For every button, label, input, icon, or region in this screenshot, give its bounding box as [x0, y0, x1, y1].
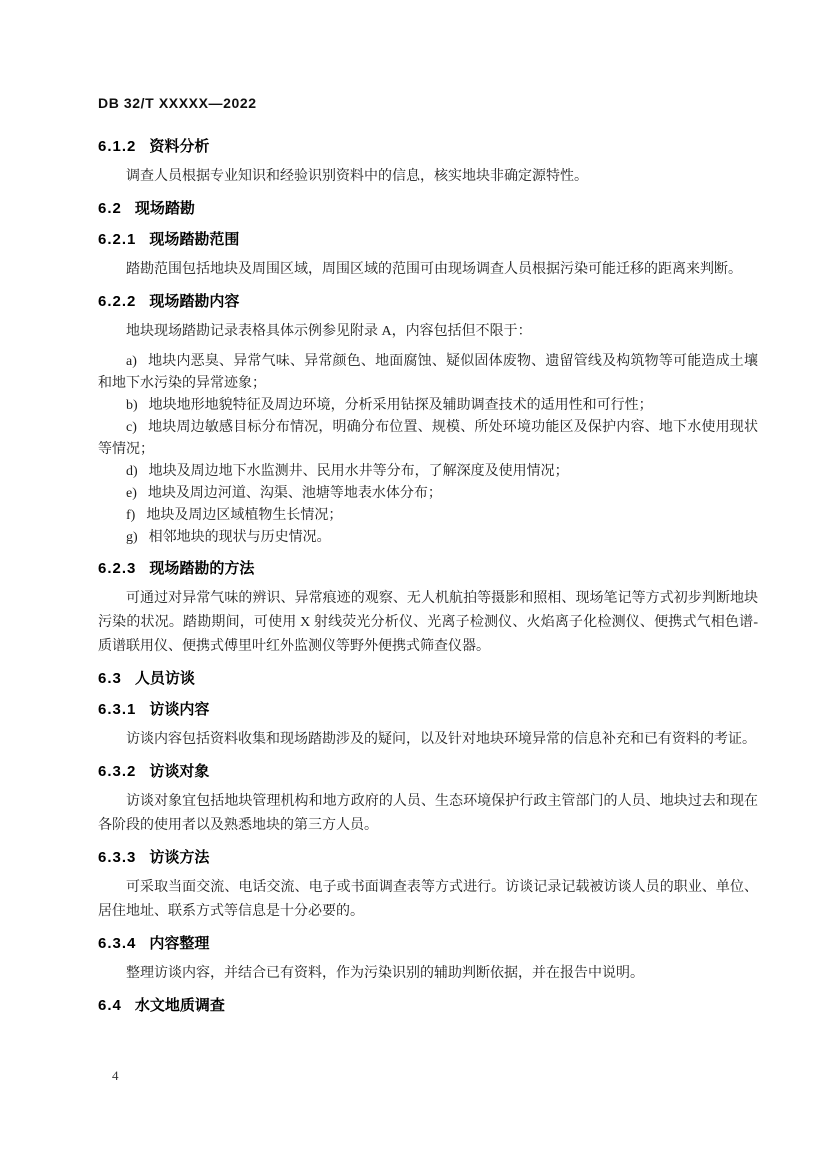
section-heading — [98, 668, 758, 690]
page-number: 4 — [112, 1068, 119, 1083]
list-item — [98, 395, 758, 417]
section-heading — [98, 761, 758, 783]
list-item-label: c) — [126, 420, 137, 435]
section-number: 6.3 — [98, 670, 122, 687]
section-number: 6.3.2 — [98, 763, 137, 780]
section-number: 6.4 — [98, 997, 122, 1014]
section-number: 6.2.1 — [98, 231, 137, 248]
section-title: 现场踏勘的方法 — [149, 560, 255, 577]
list-item-text: 地块内恶臭、异常气味、异常颜色、地面腐蚀、疑似固体废物、遗留管线及构筑物等可能造成土壤和地下水污染的异常迹象； — [98, 354, 758, 391]
list-item-label: f) — [126, 508, 136, 523]
section-number: 6.3.3 — [98, 849, 137, 866]
list-item — [98, 417, 758, 461]
paragraph: 整理访谈内容，并结合已有资料，作为污染识别的辅助判断依据，并在报告中说明。 — [126, 966, 644, 981]
section-heading — [98, 847, 758, 869]
section-number: 6.3.1 — [98, 701, 137, 718]
section-title: 访谈对象 — [149, 763, 210, 780]
section-title: 现场踏勘 — [134, 200, 195, 217]
section-number: 6.1.2 — [98, 138, 137, 155]
section-title: 资料分析 — [149, 138, 210, 155]
list-item — [98, 461, 758, 483]
section-heading — [98, 198, 758, 220]
section-heading — [98, 291, 758, 313]
list-item — [98, 505, 758, 527]
list-item — [98, 351, 758, 395]
section-number: 6.3.4 — [98, 935, 137, 952]
section-heading — [98, 136, 758, 158]
section-title: 访谈方法 — [149, 849, 210, 866]
list-item-text: 地块地形地貌特征及周边环境，分析采用钻探及辅助调查技术的适用性和可行性； — [148, 398, 653, 413]
section-title: 访谈内容 — [149, 701, 210, 718]
list-item-text: 地块周边敏感目标分布情况，明确分布位置、规模、所处环境功能区及保护内容、地下水使用现状等情况； — [98, 420, 758, 457]
section-heading — [98, 933, 758, 955]
paragraph: 可采取当面交流、电话交流、电子或书面调查表等方式进行。访谈记录记载被访谈人员的职业、单位、居住地址、联系方式等信息是十分必要的。 — [98, 880, 758, 919]
paragraph: 踏勘范围包括地块及周围区域，周围区域的范围可由现场调查人员根据污染可能迁移的距离来判断。 — [126, 262, 742, 277]
list-item-text: 相邻地块的现状与历史情况。 — [148, 530, 331, 545]
section-title: 现场踏勘内容 — [149, 293, 240, 310]
paragraph: 访谈对象宜包括地块管理机构和地方政府的人员、生态环境保护行政主管部门的人员、地块过去和现在各阶段的使用者以及熟悉地块的第三方人员。 — [98, 794, 758, 833]
list-item — [98, 527, 758, 549]
section-number: 6.2.3 — [98, 560, 137, 577]
paragraph: 可通过对异常气味的辨识、异常痕迹的观察、无人机航拍等摄影和照相、现场笔记等方式初步判断地块污染的状况。踏勘期间，可使用 X 射线荧光分析仪、光离子检测仪、火焰离子化检测仪、便携式气相色谱-质谱联用仪、便携式傅里叶红外监测仪等野外便携式筛查仪器。 — [98, 591, 758, 654]
section-heading — [98, 995, 758, 1017]
section-title: 内容整理 — [149, 935, 210, 952]
section-title: 人员访谈 — [134, 670, 195, 687]
section-number: 6.2 — [98, 200, 122, 217]
list-item-label: e) — [126, 486, 137, 501]
section-heading — [98, 229, 758, 251]
paragraph: 访谈内容包括资料收集和现场踏勘涉及的疑问，以及针对地块环境异常的信息补充和已有资料的考证。 — [126, 732, 756, 747]
section-heading — [98, 699, 758, 721]
list-item-label: d) — [126, 464, 138, 479]
list-item-text: 地块及周边河道、沟渠、池塘等地表水体分布； — [147, 486, 442, 501]
section-title: 现场踏勘范围 — [149, 231, 240, 248]
list-item — [98, 483, 758, 505]
document-header-code: DB 32/T XXXXX—2022 — [98, 95, 257, 111]
paragraph: 调查人员根据专业知识和经验识别资料中的信息，核实地块非确定源特性。 — [126, 169, 588, 184]
list-item-label: a) — [126, 354, 137, 369]
section-heading — [98, 558, 758, 580]
section-number: 6.2.2 — [98, 293, 137, 310]
list-item-label: b) — [126, 398, 138, 413]
section-title: 水文地质调查 — [134, 997, 225, 1014]
document-content — [98, 94, 758, 1024]
list-item-text: 地块及周边区域植物生长情况； — [146, 508, 343, 523]
list-item-text: 地块及周边地下水监测井、民用水井等分布，了解深度及使用情况； — [148, 464, 569, 479]
list-item-label: g) — [126, 530, 138, 545]
paragraph: 地块现场踏勘记录表格具体示例参见附录 A，内容包括但不限于： — [126, 324, 532, 339]
